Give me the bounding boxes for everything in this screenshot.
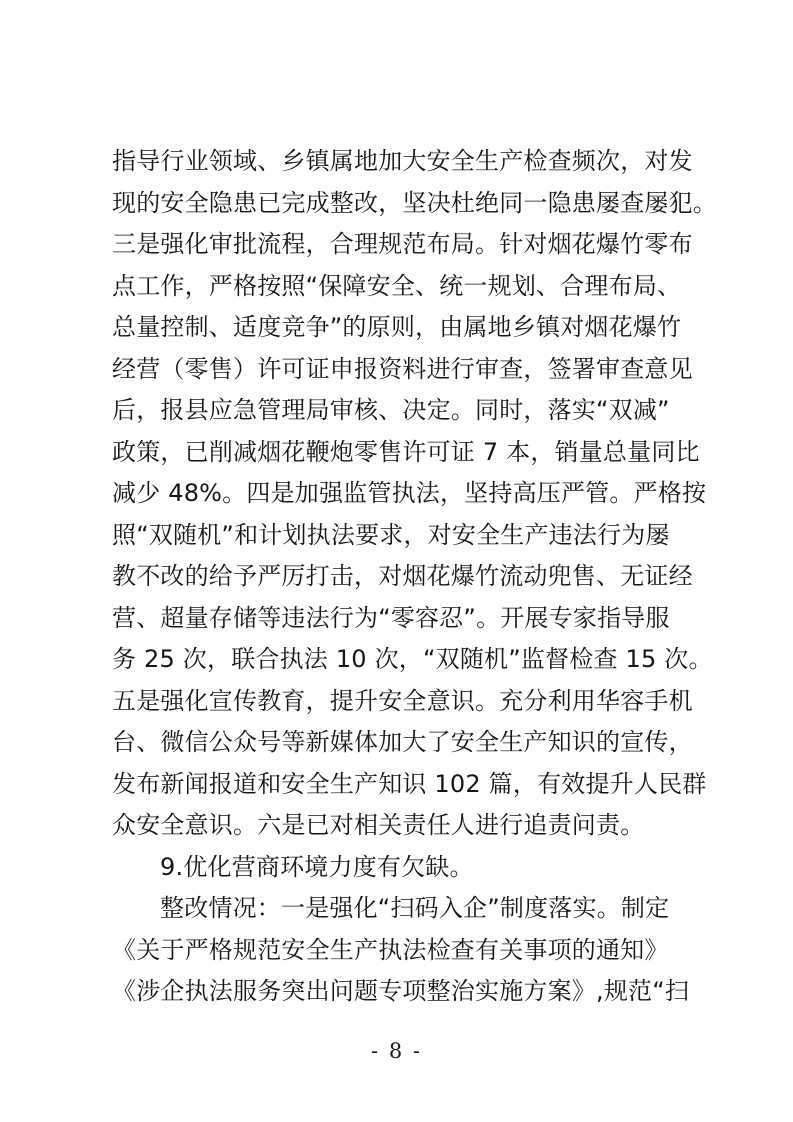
text-line: 发布新闻报道和安全生产知识 102 篇，有效提升人民群 [112,769,707,798]
text-line: 点工作，严格按照“保障安全、统一规划、合理布局、 [112,271,682,300]
text-line: 营、超量存储等违法行为“零容忍”。开展专家指导服 [112,603,670,632]
text-line: 务 25 次，联合执法 10 次，“双随机”监督检查 15 次。 [112,645,713,673]
text-line: 五是强化宣传教育，提升安全意识。充分利用华容手机 [112,686,693,715]
text-line: 现的安全隐患已完成整改，坚决杜绝同一隐患屡查屡犯。 [112,188,717,217]
text-line: 众安全意识。六是已对相关责任人进行追责问责。 [112,811,645,839]
text-line: 教不改的给予严厉打击，对烟花爆竹流动兜售、无证经 [112,562,693,590]
text-line: 整改情况：一是强化“扫码入企”制度落实。制定 [160,894,670,922]
text-line: 9.优化营商环境力度有欠缺。 [160,852,474,881]
text-line: 《涉企执法服务突出问题专项整治实施方案》,规范“扫 [112,977,690,1005]
text-line: 减少 48%。四是加强监管执法，坚持高压严管。严格按 [112,479,707,507]
body-text-block [112,141,772,1013]
text-line: 总量控制、适度竞争”的原则，由属地乡镇对烟花爆竹 [112,313,682,341]
text-line: 台、微信公众号等新媒体加大了安全生产知识的宣传， [112,728,693,756]
text-line: 照“双随机”和计划执法要求，对安全生产违法行为屡 [112,520,670,549]
text-line: 后，报县应急管理局审核、决定。同时，落实“双减” [112,396,670,424]
text-line: 指导行业领域、乡镇属地加大安全生产检查频次，对发 [112,147,693,175]
text-line: 三是强化审批流程，合理规范布局。针对烟花爆竹零布 [112,230,693,258]
text-line: 《关于严格规范安全生产执法检查有关事项的通知》 [112,935,669,964]
page-number: - 8 - [371,1039,422,1063]
text-line: 经营（零售）许可证申报资料进行审查，签署审查意见 [112,354,693,383]
text-line: 政策，已削减烟花鞭炮零售许可证 7 本，销量总量同比 [112,437,700,466]
